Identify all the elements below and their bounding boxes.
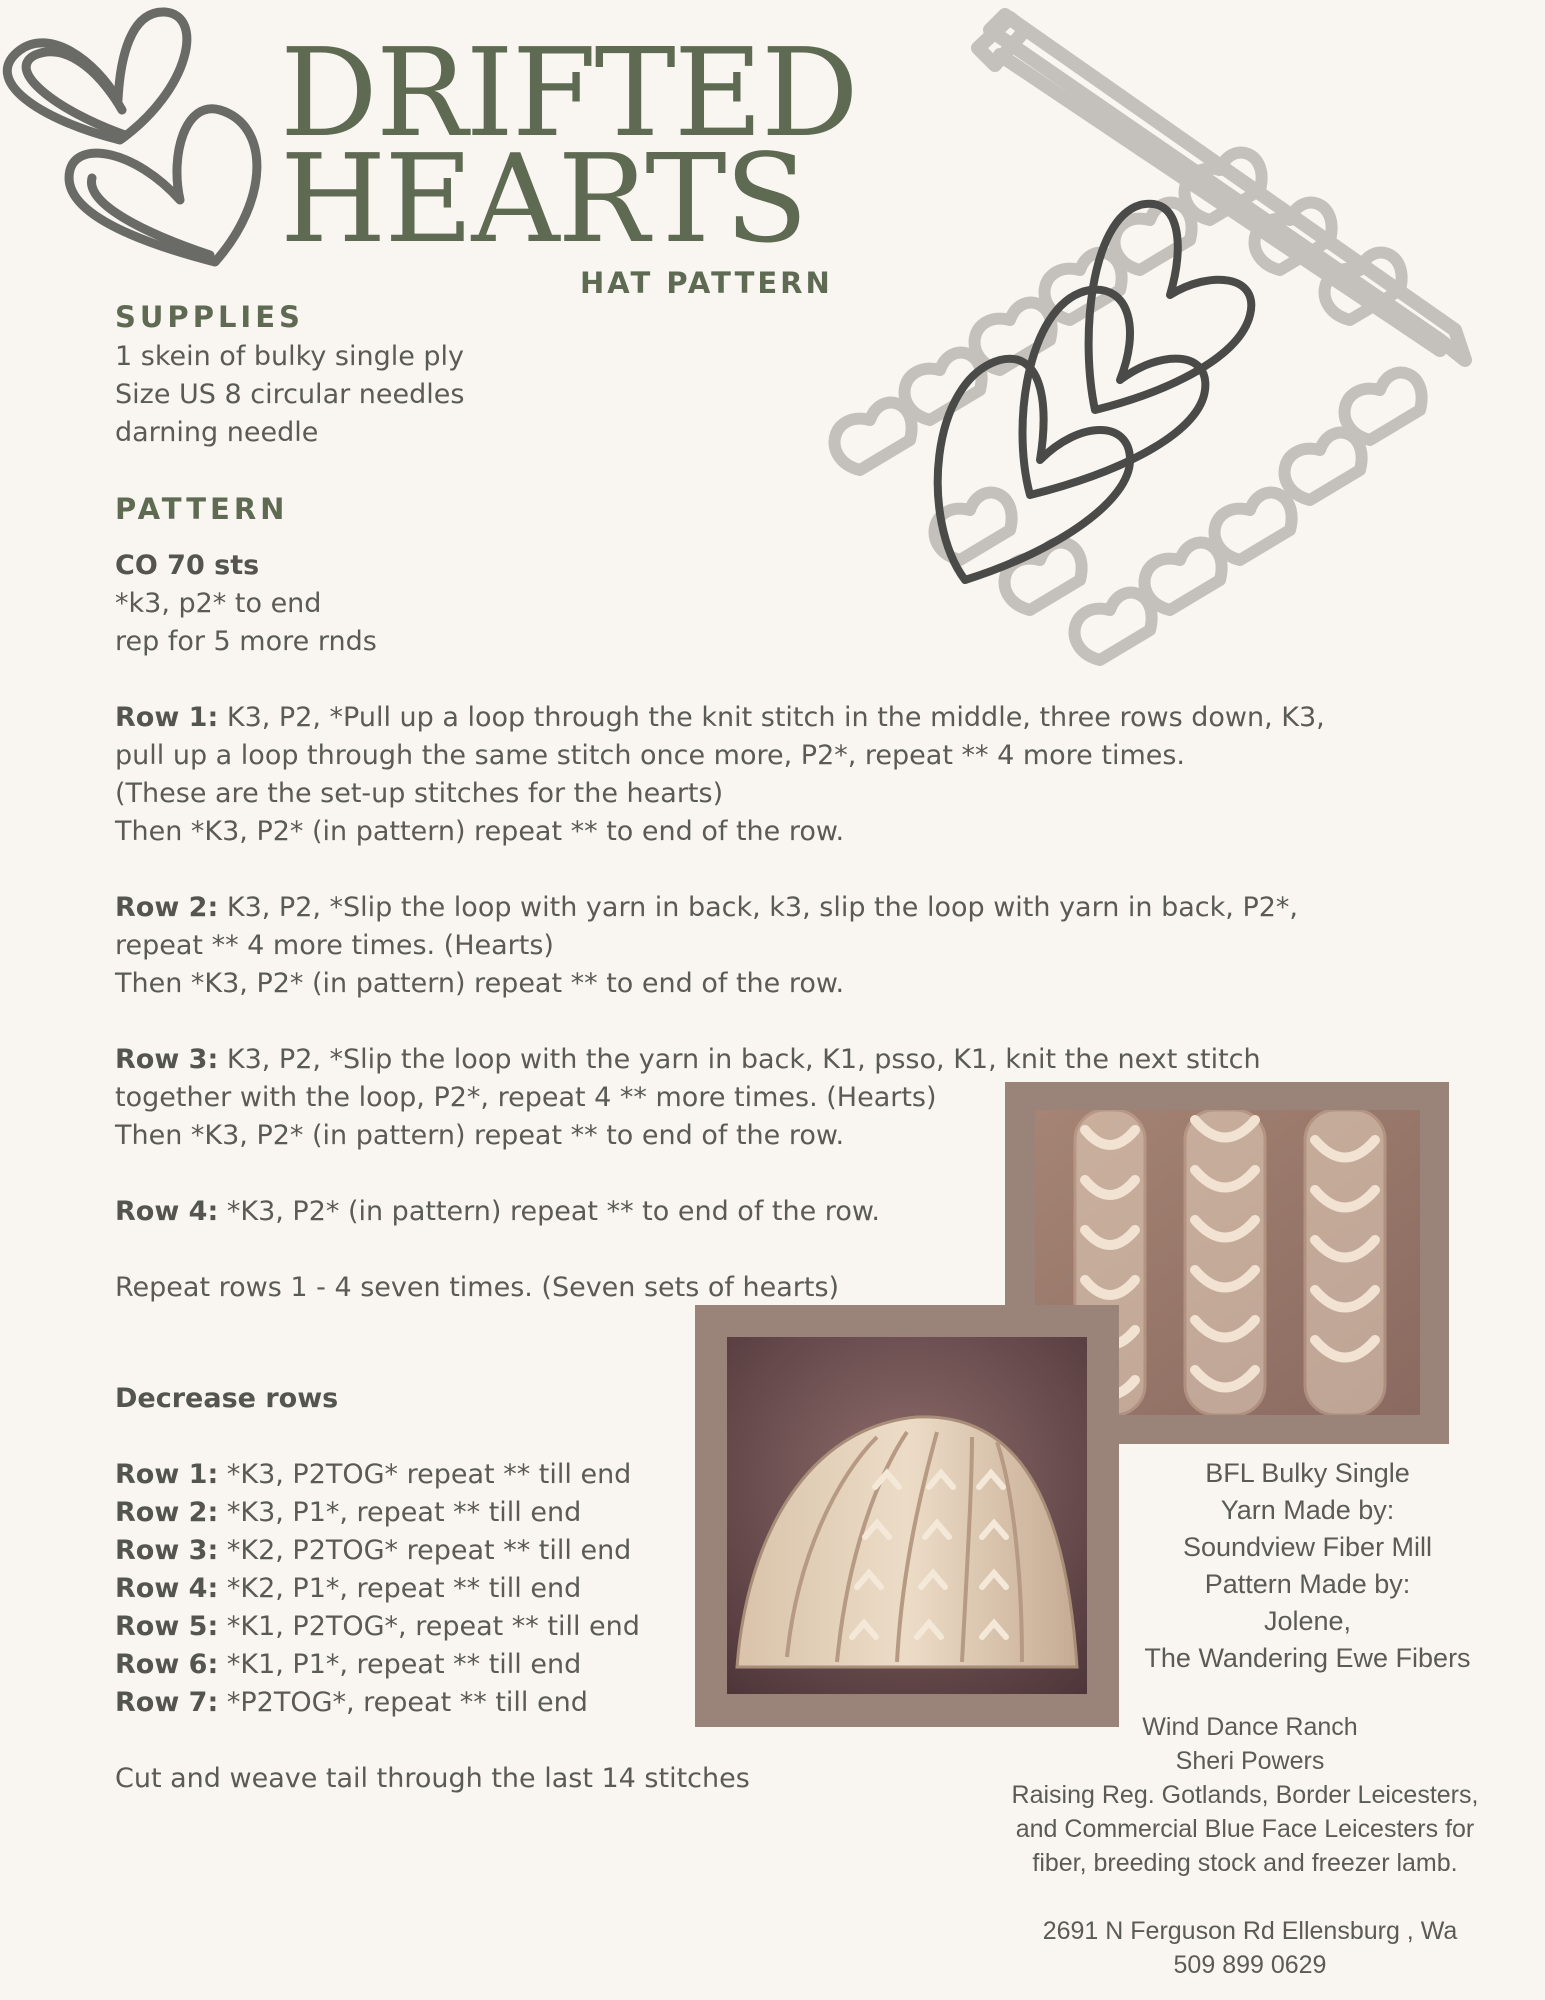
row-text: K3, P2, *Pull up a loop through the knit stitch in the middle, three rows down, K3, xyxy=(218,702,1325,733)
row-label: Row 3: xyxy=(115,1044,219,1075)
ranch-credit-name xyxy=(1100,1710,1400,1778)
row-label: Row 1: xyxy=(115,1459,219,1490)
supplies-heading: SUPPLIES xyxy=(115,300,304,334)
row-text: Then *K3, P2* (in pattern) repeat ** to end of the row. xyxy=(115,1120,845,1151)
row-label: Row 2: xyxy=(115,892,219,923)
row-text: *P2TOG*, repeat ** till end xyxy=(218,1687,588,1718)
row-label: Row 1: xyxy=(115,702,219,733)
credit-line: Yarn Made by: xyxy=(1220,1495,1395,1525)
ribbing-line: rep for 5 more rnds xyxy=(115,626,377,657)
row-text: together with the loop, P2*, repeat 4 ** more times. (Hearts) xyxy=(115,1082,937,1113)
credit-line: Raising Reg. Gotlands, Border Leicesters, xyxy=(1011,1781,1479,1809)
row-label: Row 4: xyxy=(115,1573,219,1604)
row-text: repeat ** 4 more times. (Hearts) xyxy=(115,930,554,961)
row-text: pull up a loop through the same stitch once more, P2*, repeat ** 4 more times. xyxy=(115,740,1186,771)
supply-item: Size US 8 circular needles xyxy=(115,379,465,410)
row-text: *K2, P2TOG* repeat ** till end xyxy=(218,1535,632,1566)
hearts-doodle-icon xyxy=(0,0,300,280)
row-text: *K2, P1*, repeat ** till end xyxy=(218,1573,582,1604)
row-label: Row 4: xyxy=(115,1196,219,1227)
hat-photo xyxy=(727,1337,1087,1694)
cast-on: CO 70 sts xyxy=(115,550,260,581)
phone-number: 509 899 0629 xyxy=(1173,1951,1327,1979)
finish-note: Cut and weave tail through the last 14 stitches xyxy=(115,1763,750,1794)
row-text: Then *K3, P2* (in pattern) repeat ** to end of the row. xyxy=(115,816,845,847)
row-text: (These are the set-up stitches for the hearts) xyxy=(115,778,724,809)
credit-line: Pattern Made by: xyxy=(1204,1569,1411,1599)
decrease-heading: Decrease rows xyxy=(115,1383,339,1414)
supplies-list xyxy=(115,338,464,452)
row-label: Row 6: xyxy=(115,1649,219,1680)
credit-line: The Wandering Ewe Fibers xyxy=(1144,1643,1471,1673)
ribbing-line: *k3, p2* to end xyxy=(115,588,322,619)
row-text: *K3, P1*, repeat ** till end xyxy=(218,1497,582,1528)
row-text: Then *K3, P2* (in pattern) repeat ** to end of the row. xyxy=(115,968,845,999)
credit-line: and Commercial Blue Face Leicesters for xyxy=(1015,1815,1475,1843)
row-label: Row 2: xyxy=(115,1497,219,1528)
row-text: *K3, P2TOG* repeat ** till end xyxy=(218,1459,632,1490)
row-text: *K1, P1*, repeat ** till end xyxy=(218,1649,582,1680)
credit-line: Sheri Powers xyxy=(1175,1747,1325,1775)
ranch-address xyxy=(1000,1914,1500,1982)
row-label: Row 5: xyxy=(115,1611,219,1642)
credit-line: Jolene, xyxy=(1263,1606,1352,1636)
ranch-credit-details xyxy=(985,1778,1505,1880)
row-text: K3, P2, *Slip the loop with yarn in back, k3, slip the loop with yarn in back, P2*, xyxy=(218,892,1298,923)
supply-item: 1 skein of bulky single ply xyxy=(115,341,465,372)
credit-line: Soundview Fiber Mill xyxy=(1182,1532,1433,1562)
row-text: K3, P2, *Slip the loop with the yarn in back, K1, psso, K1, knit the next stitch xyxy=(218,1044,1261,1075)
row-text: *K1, P2TOG*, repeat ** till end xyxy=(218,1611,640,1642)
pattern-heading: PATTERN xyxy=(115,492,289,526)
page-title-line1: DRIFTED xyxy=(280,22,857,164)
row-label: Row 7: xyxy=(115,1687,219,1718)
credit-line: fiber, breeding stock and freezer lamb. xyxy=(1032,1849,1458,1877)
address-line: 2691 N Ferguson Rd Ellensburg , Wa xyxy=(1042,1917,1458,1945)
row-label: Row 3: xyxy=(115,1535,219,1566)
credit-line: BFL Bulky Single xyxy=(1205,1458,1410,1488)
page-subtitle: HAT PATTERN xyxy=(580,266,833,300)
yarn-credits xyxy=(1110,1455,1505,1677)
decrease-section xyxy=(115,1380,750,1798)
supply-item: darning needle xyxy=(115,417,319,448)
row-text: *K3, P2* (in pattern) repeat ** to end of the row. xyxy=(218,1196,881,1227)
page-title-line2: HEARTS xyxy=(280,128,807,270)
repeat-note: Repeat rows 1 - 4 seven times. (Seven sets of hearts) xyxy=(115,1272,840,1303)
credit-line: Wind Dance Ranch xyxy=(1142,1713,1358,1741)
